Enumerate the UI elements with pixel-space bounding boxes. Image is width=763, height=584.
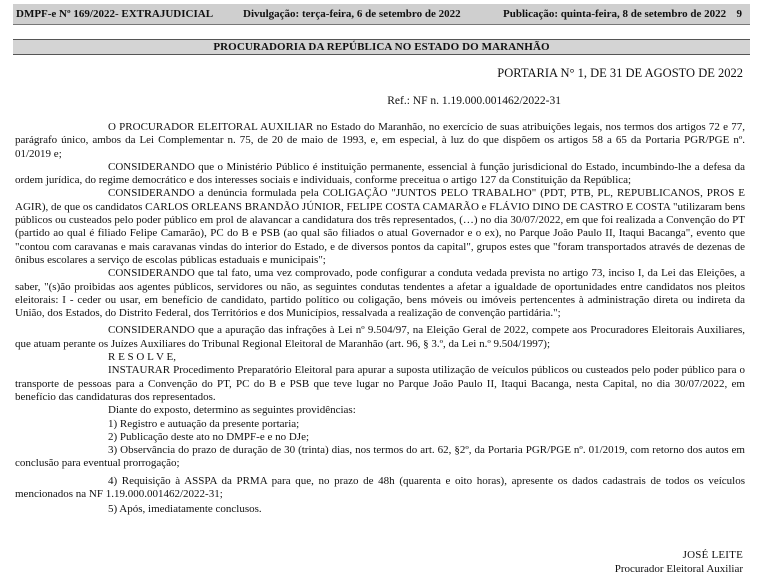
signature-block [615,549,743,576]
portaria-title: PORTARIA N° 1, DE 31 DE AGOSTO DE 2022 [497,66,743,80]
paragraph-providencias: Diante do exposto, determino as seguintes providências: [108,404,356,417]
paragraph-instaurar: INSTAURAR Procedimento Preparatório Eleitoral para apurar a suposta utilização de veículos públicos ou custeados pelo poder público para o transporte de pessoas para a Convenção do PT, PC do B e PSB que teve lugar no Parque João Paulo II, Itaqui Bacanga, nesta Capital, no dia 30/07/2022, em benefício das candidaturas dos representados. [15,364,745,403]
publicacao-date: Publicação: quinta-feira, 8 de setembro de 2022 [503,8,727,20]
paragraph-preamble: O PROCURADOR ELEITORAL AUXILIAR no Estado do Maranhão, no exercício de suas atribuições legais, nos termos dos artigos 72 e 77, parágrafo único, ambos da Lei Complementar n. 75, de 20 de maio de 1993, e, em especial, à luz do que dispõem os artigos 58 a 65 da Portaria PGR/PGE nº. 01/2019 e; [15,121,745,160]
list-item-3: 3) Observância do prazo de duração de 30 (trinta) dias, nos termos do art. 62, §2º, da Portaria PGR/PGE nº. 01/2019, com retorno dos autos em conclusão para eventual prorrogação; [15,444,745,470]
list-item-4: 4) Requisição à ASSPA da PRMA para que, no prazo de 48h (quarenta e oito horas), apresente os dados cadastrais de todos os veículos mencionados na NF 1.19.000.001462/2022-31; [15,474,745,501]
divulgacao-date: Divulgação: terça-feira, 6 de setembro de 2022 [243,8,461,20]
page-number: 9 [736,8,742,20]
signatory-name: JOSÉ LEITE [682,549,743,561]
page-header [13,4,750,25]
paragraph-considerando-2: CONSIDERANDO a denúncia formulada pela COLIGAÇÃO "JUNTOS PELO TRABALHO" (PDT, PTB, PL, REPUBLICANOS, PROS E AGIR), de que os candidatos CARLOS ORLEANS BRANDÃO JÚNIOR, FELIPE COSTA CAMARÃO e FLÁVIO DINO DE CASTRO E COSTA "utilizaram bens públicos ou custeados pelo poder público em prol de alavancar a candidatura dos três representados, (…) no dia 30/07/2022, em que foi realizada a Convenção do PT (partido ao qual é filiado Felipe Camarão), PC do B e PSB (ao qual são filiados o atual Governador e o ex), no Parque João Paulo II, Itaqui Bacanga", evento que "contou com caravanas e mais caravanas vindas do interior do Estado, e de diversos pontos da capital", grupos estes que "foram transportados através de dezenas de ônibus escolares a serviço de escolas públicas estaduais e municipais"; [15,187,745,266]
paragraph-considerando-4: CONSIDERANDO que a apuração das infrações à Lei nº 9.504/97, na Eleição Geral de 2022, compete aos Procuradores Eleitorais Auxiliares, que atuam perante os Juízes Auxiliares do Tribunal Regional Eleitoral de Maranhão (art. 96, § 3.º, da Lei n.º 9.504/1997); [15,324,745,350]
reference-number: Ref.: NF n. 1.19.000.001462/2022-31 [387,95,561,107]
document-body [15,121,745,517]
list-item-5: 5) Após, imediatamente conclusos. [108,503,262,516]
list-item-2: 2) Publicação deste ato no DMPF-e e no DJe; [108,430,310,443]
signatory-role: Procurador Eleitoral Auxiliar [614,562,743,575]
issue-label: DMPF-e Nº 169/2022- EXTRAJUDICIAL [16,8,214,20]
resolve-heading: R E S O L V E, [108,351,176,364]
paragraph-considerando-3: CONSIDERANDO que tal fato, uma vez comprovado, pode configurar a conduta vedada prevista no artigo 73, inciso I, da Lei das Eleições, a saber, "(s)ão proibidas aos agentes públicos, servidores ou não, as seguintes condutas tendentes a afetar a igualdade de oportunidades entre candidatos nos pleitos eleitorais: I - ceder ou usar, em benefício de candidato, partido político ou coligação, bens móveis ou imóveis pertencentes à administração direta ou indireta da União, dos Estados, do Distrito Federal, dos Territórios e dos Municípios, ressalvada a realização de convenção partidária."; [15,267,745,320]
section-title: PROCURADORIA DA REPÚBLICA NO ESTADO DO MARANHÃO [13,39,750,55]
paragraph-considerando-1: CONSIDERANDO que o Ministério Público é instituição permanente, essencial à função jurisdicional do Estado, incumbindo-lhe a defesa da ordem jurídica, do regime democrático e dos interesses sociais e individuais, conforme preceitua o artigo 127 da Constituição da República; [15,160,745,187]
list-item-1: 1) Registro e autuação da presente portaria; [108,417,300,430]
